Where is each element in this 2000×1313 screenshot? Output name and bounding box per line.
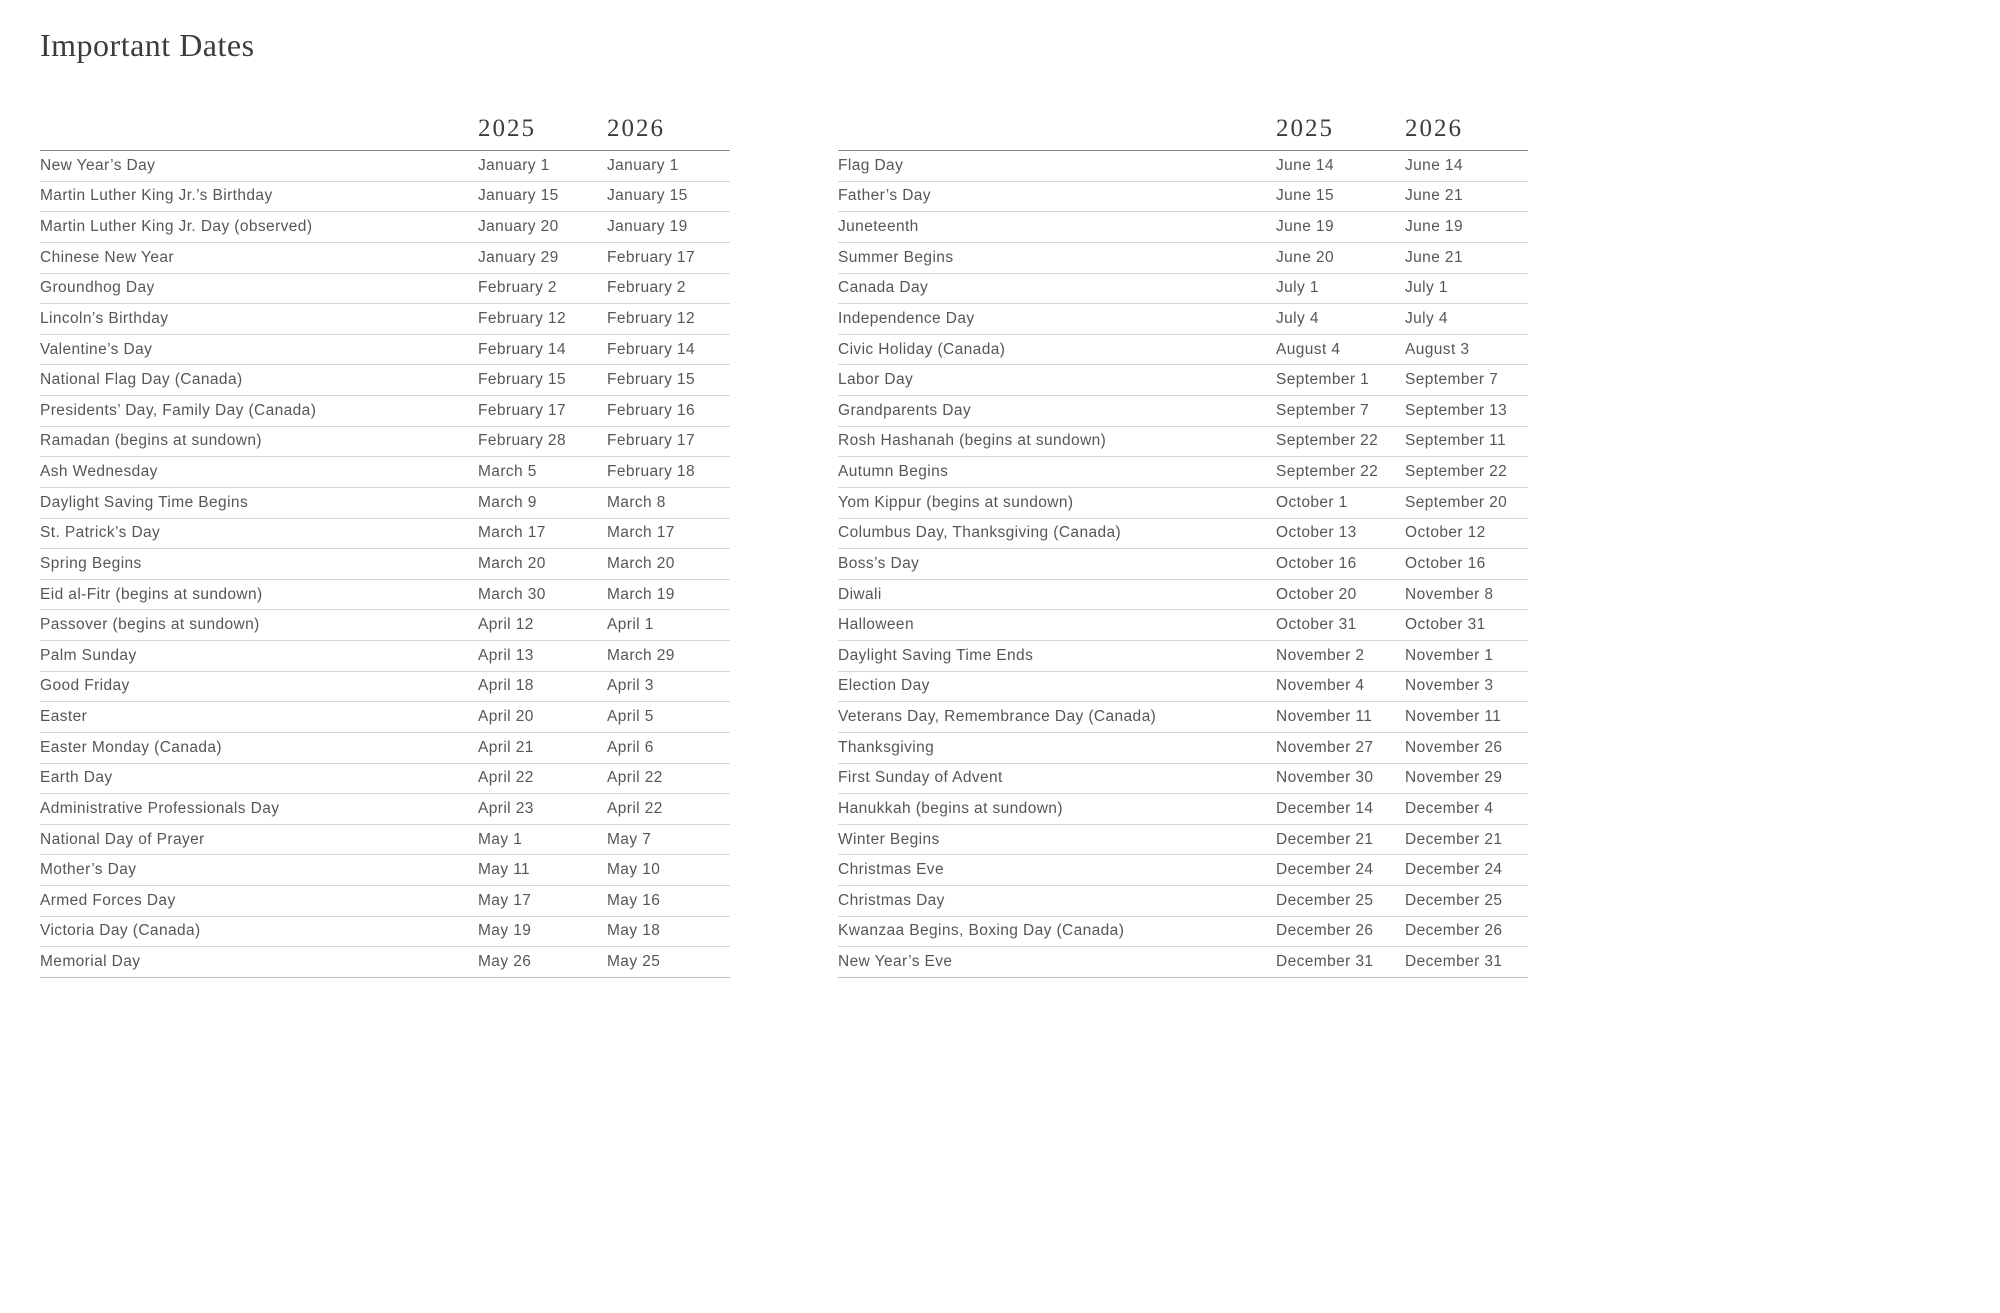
date-2025: November 27 xyxy=(1276,738,1374,756)
date-2026: May 10 xyxy=(607,861,661,879)
date-2025: April 20 xyxy=(478,708,534,726)
date-2025: December 31 xyxy=(1276,953,1374,971)
table-row xyxy=(40,488,730,519)
date-2026: February 15 xyxy=(607,371,695,389)
event-label: Armed Forces Day xyxy=(40,891,176,909)
date-2026: February 14 xyxy=(607,340,695,358)
date-2025: January 29 xyxy=(478,248,559,266)
table-row xyxy=(40,641,730,672)
date-2026: January 19 xyxy=(607,218,688,236)
table-body xyxy=(40,151,730,978)
event-label: Presidents’ Day, Family Day (Canada) xyxy=(40,401,317,419)
event-label: Earth Day xyxy=(40,769,113,787)
event-label: Memorial Day xyxy=(40,953,141,971)
table-row xyxy=(838,641,1528,672)
table-row xyxy=(838,855,1528,886)
event-label: Passover (begins at sundown) xyxy=(40,616,260,634)
event-label: Christmas Day xyxy=(838,891,945,909)
date-2025: February 2 xyxy=(478,279,557,297)
table-row xyxy=(40,855,730,886)
date-2025: December 14 xyxy=(1276,799,1374,817)
date-2026: March 17 xyxy=(607,524,675,542)
date-2025: February 14 xyxy=(478,340,566,358)
date-2026: March 8 xyxy=(607,493,666,511)
table-row xyxy=(838,457,1528,488)
year-header-2025: 2025 xyxy=(1276,115,1334,142)
event-label: St. Patrick’s Day xyxy=(40,524,161,542)
date-2026: March 29 xyxy=(607,646,675,664)
event-label: Independence Day xyxy=(838,309,975,327)
event-label: Grandparents Day xyxy=(838,401,972,419)
date-2026: February 18 xyxy=(607,463,695,481)
table-row xyxy=(40,549,730,580)
date-2025: September 7 xyxy=(1276,401,1370,419)
date-2025: June 15 xyxy=(1276,187,1334,205)
date-2025: September 22 xyxy=(1276,463,1379,481)
date-2025: February 15 xyxy=(478,371,566,389)
event-label: New Year’s Day xyxy=(40,156,156,174)
date-2026: June 21 xyxy=(1405,248,1463,266)
page-title: Important Dates xyxy=(40,27,255,63)
table-row xyxy=(838,488,1528,519)
date-2025: August 4 xyxy=(1276,340,1341,358)
date-2026: May 7 xyxy=(607,830,652,848)
table-row xyxy=(838,274,1528,305)
event-label: Ash Wednesday xyxy=(40,463,158,481)
date-2025: October 13 xyxy=(1276,524,1357,542)
table-row xyxy=(838,702,1528,733)
date-2025: November 2 xyxy=(1276,646,1365,664)
date-2026: July 1 xyxy=(1405,279,1448,297)
event-label: Ramadan (begins at sundown) xyxy=(40,432,262,450)
date-2026: June 14 xyxy=(1405,156,1463,174)
date-2025: October 31 xyxy=(1276,616,1357,634)
date-2026: September 11 xyxy=(1405,432,1507,450)
date-2026: December 4 xyxy=(1405,799,1494,817)
date-2025: May 17 xyxy=(478,891,532,909)
date-2026: December 26 xyxy=(1405,922,1503,940)
date-2026: January 15 xyxy=(607,187,688,205)
event-label: Daylight Saving Time Ends xyxy=(838,646,1034,664)
table-row xyxy=(838,549,1528,580)
event-label: Good Friday xyxy=(40,677,130,695)
date-2025: February 12 xyxy=(478,309,566,327)
date-2026: April 1 xyxy=(607,616,654,634)
table-row xyxy=(838,580,1528,611)
event-label: Easter Monday (Canada) xyxy=(40,738,222,756)
date-2025: March 5 xyxy=(478,463,537,481)
date-2026: September 7 xyxy=(1405,371,1499,389)
event-label: Kwanzaa Begins, Boxing Day (Canada) xyxy=(838,922,1125,940)
year-header-2026: 2026 xyxy=(1405,115,1463,142)
date-2026: October 16 xyxy=(1405,554,1486,572)
date-2025: April 23 xyxy=(478,799,534,817)
date-2026: December 25 xyxy=(1405,891,1503,909)
table-row xyxy=(40,274,730,305)
table-row xyxy=(838,243,1528,274)
event-label: Rosh Hashanah (begins at sundown) xyxy=(838,432,1107,450)
table-row xyxy=(838,672,1528,703)
date-2025: October 20 xyxy=(1276,585,1357,603)
date-2026: April 6 xyxy=(607,738,654,756)
event-label: Mother’s Day xyxy=(40,861,137,879)
date-2026: April 22 xyxy=(607,799,663,817)
table-row xyxy=(40,365,730,396)
date-2026: May 18 xyxy=(607,922,661,940)
table-row xyxy=(838,733,1528,764)
date-2025: May 26 xyxy=(478,953,532,971)
table-row xyxy=(838,365,1528,396)
table-row xyxy=(40,702,730,733)
date-2026: March 20 xyxy=(607,554,675,572)
event-label: Boss’s Day xyxy=(838,554,920,572)
date-2025: January 15 xyxy=(478,187,559,205)
date-2026: April 22 xyxy=(607,769,663,787)
table-row xyxy=(838,917,1528,948)
date-2026: August 3 xyxy=(1405,340,1470,358)
event-label: Flag Day xyxy=(838,156,904,174)
table-row xyxy=(838,764,1528,795)
date-2025: January 1 xyxy=(478,156,550,174)
date-2025: June 20 xyxy=(1276,248,1334,266)
event-label: Martin Luther King Jr. Day (observed) xyxy=(40,218,313,236)
date-2026: February 17 xyxy=(607,248,695,266)
date-2025: June 19 xyxy=(1276,218,1334,236)
table-row xyxy=(838,427,1528,458)
event-label: Hanukkah (begins at sundown) xyxy=(838,799,1063,817)
date-2025: July 1 xyxy=(1276,279,1319,297)
date-2025: May 1 xyxy=(478,830,523,848)
event-label: Columbus Day, Thanksgiving (Canada) xyxy=(838,524,1122,542)
date-2026: December 24 xyxy=(1405,861,1503,879)
event-label: National Day of Prayer xyxy=(40,830,205,848)
event-label: New Year’s Eve xyxy=(838,953,953,971)
event-label: Halloween xyxy=(838,616,914,634)
table-body xyxy=(838,151,1528,978)
table-row xyxy=(40,825,730,856)
table-header xyxy=(40,112,730,151)
event-label: Veterans Day, Remembrance Day (Canada) xyxy=(838,708,1157,726)
table-row xyxy=(838,794,1528,825)
date-2025: April 12 xyxy=(478,616,534,634)
table-row xyxy=(40,794,730,825)
date-2026: November 11 xyxy=(1405,708,1502,726)
date-2026: September 20 xyxy=(1405,493,1508,511)
event-label: Juneteenth xyxy=(838,218,919,236)
event-label: Election Day xyxy=(838,677,930,695)
date-2026: November 8 xyxy=(1405,585,1494,603)
date-2026: April 5 xyxy=(607,708,654,726)
table-row xyxy=(838,886,1528,917)
date-2025: April 22 xyxy=(478,769,534,787)
date-2026: June 19 xyxy=(1405,218,1463,236)
date-2026: February 17 xyxy=(607,432,695,450)
date-2025: January 20 xyxy=(478,218,559,236)
event-label: Winter Begins xyxy=(838,830,940,848)
date-2026: February 2 xyxy=(607,279,686,297)
table-row xyxy=(838,182,1528,213)
date-2025: March 30 xyxy=(478,585,546,603)
important-dates-table-right xyxy=(838,112,1528,978)
date-2026: June 21 xyxy=(1405,187,1463,205)
event-label: Diwali xyxy=(838,585,882,603)
table-row xyxy=(40,610,730,641)
table-row xyxy=(40,457,730,488)
date-2026: April 3 xyxy=(607,677,654,695)
table-row xyxy=(838,396,1528,427)
date-2025: March 9 xyxy=(478,493,537,511)
year-header-2025: 2025 xyxy=(478,115,536,142)
event-label: Easter xyxy=(40,708,88,726)
date-2025: November 30 xyxy=(1276,769,1374,787)
date-2026: September 13 xyxy=(1405,401,1508,419)
date-2025: February 28 xyxy=(478,432,566,450)
table-row xyxy=(838,304,1528,335)
event-label: Civic Holiday (Canada) xyxy=(838,340,1006,358)
table-row xyxy=(40,335,730,366)
date-2026: October 12 xyxy=(1405,524,1486,542)
date-2026: May 16 xyxy=(607,891,661,909)
table-row xyxy=(40,182,730,213)
date-2025: April 18 xyxy=(478,677,534,695)
event-label: Spring Begins xyxy=(40,554,142,572)
year-header-2026: 2026 xyxy=(607,115,665,142)
important-dates-table-left xyxy=(40,112,730,978)
event-label: Christmas Eve xyxy=(838,861,944,879)
table-row xyxy=(40,304,730,335)
date-2026: February 12 xyxy=(607,309,695,327)
date-2026: November 3 xyxy=(1405,677,1494,695)
date-2025: September 22 xyxy=(1276,432,1379,450)
date-2026: December 31 xyxy=(1405,953,1503,971)
date-2026: November 1 xyxy=(1405,646,1494,664)
event-label: Father’s Day xyxy=(838,187,931,205)
date-2025: July 4 xyxy=(1276,309,1319,327)
event-label: Eid al-Fitr (begins at sundown) xyxy=(40,585,263,603)
date-2026: November 26 xyxy=(1405,738,1503,756)
date-2025: December 24 xyxy=(1276,861,1374,879)
event-label: Summer Begins xyxy=(838,248,954,266)
table-row xyxy=(838,212,1528,243)
date-2025: May 19 xyxy=(478,922,532,940)
table-row xyxy=(40,212,730,243)
table-row xyxy=(40,519,730,550)
date-2025: April 21 xyxy=(478,738,534,756)
date-2025: September 1 xyxy=(1276,371,1370,389)
table-row xyxy=(838,610,1528,641)
date-2026: May 25 xyxy=(607,953,661,971)
table-row xyxy=(40,917,730,948)
table-row xyxy=(40,243,730,274)
date-2025: November 4 xyxy=(1276,677,1365,695)
table-row xyxy=(40,580,730,611)
date-2025: June 14 xyxy=(1276,156,1334,174)
event-label: Autumn Begins xyxy=(838,463,949,481)
date-2025: November 11 xyxy=(1276,708,1373,726)
date-2025: December 21 xyxy=(1276,830,1374,848)
event-label: Palm Sunday xyxy=(40,646,137,664)
date-2026: March 19 xyxy=(607,585,675,603)
date-2026: December 21 xyxy=(1405,830,1503,848)
event-label: First Sunday of Advent xyxy=(838,769,1003,787)
event-label: Daylight Saving Time Begins xyxy=(40,493,249,511)
event-label: National Flag Day (Canada) xyxy=(40,371,243,389)
table-row xyxy=(40,764,730,795)
table-row xyxy=(838,947,1528,978)
table-row xyxy=(40,396,730,427)
event-label: Groundhog Day xyxy=(40,279,155,297)
date-2026: July 4 xyxy=(1405,309,1448,327)
table-header xyxy=(838,112,1528,151)
date-2025: October 16 xyxy=(1276,554,1357,572)
date-2026: February 16 xyxy=(607,401,695,419)
date-2025: April 13 xyxy=(478,646,534,664)
event-label: Chinese New Year xyxy=(40,248,174,266)
table-row xyxy=(838,519,1528,550)
event-label: Canada Day xyxy=(838,279,929,297)
date-2025: December 25 xyxy=(1276,891,1374,909)
date-2025: December 26 xyxy=(1276,922,1374,940)
event-label: Labor Day xyxy=(838,371,914,389)
table-row xyxy=(40,886,730,917)
table-row xyxy=(40,151,730,182)
event-label: Yom Kippur (begins at sundown) xyxy=(838,493,1074,511)
event-label: Lincoln’s Birthday xyxy=(40,309,169,327)
date-2026: January 1 xyxy=(607,156,679,174)
date-2025: May 11 xyxy=(478,861,531,879)
event-label: Administrative Professionals Day xyxy=(40,799,280,817)
table-row xyxy=(838,825,1528,856)
date-2025: February 17 xyxy=(478,401,566,419)
event-label: Martin Luther King Jr.’s Birthday xyxy=(40,187,273,205)
event-label: Victoria Day (Canada) xyxy=(40,922,201,940)
table-row xyxy=(40,947,730,978)
event-label: Thanksgiving xyxy=(838,738,935,756)
date-2026: October 31 xyxy=(1405,616,1486,634)
date-2025: March 17 xyxy=(478,524,546,542)
date-2026: September 22 xyxy=(1405,463,1508,481)
table-row xyxy=(40,733,730,764)
table-row xyxy=(40,672,730,703)
date-2025: October 1 xyxy=(1276,493,1348,511)
table-row xyxy=(838,335,1528,366)
event-label: Valentine’s Day xyxy=(40,340,153,358)
date-2026: November 29 xyxy=(1405,769,1503,787)
table-row xyxy=(838,151,1528,182)
table-row xyxy=(40,427,730,458)
date-2025: March 20 xyxy=(478,554,546,572)
